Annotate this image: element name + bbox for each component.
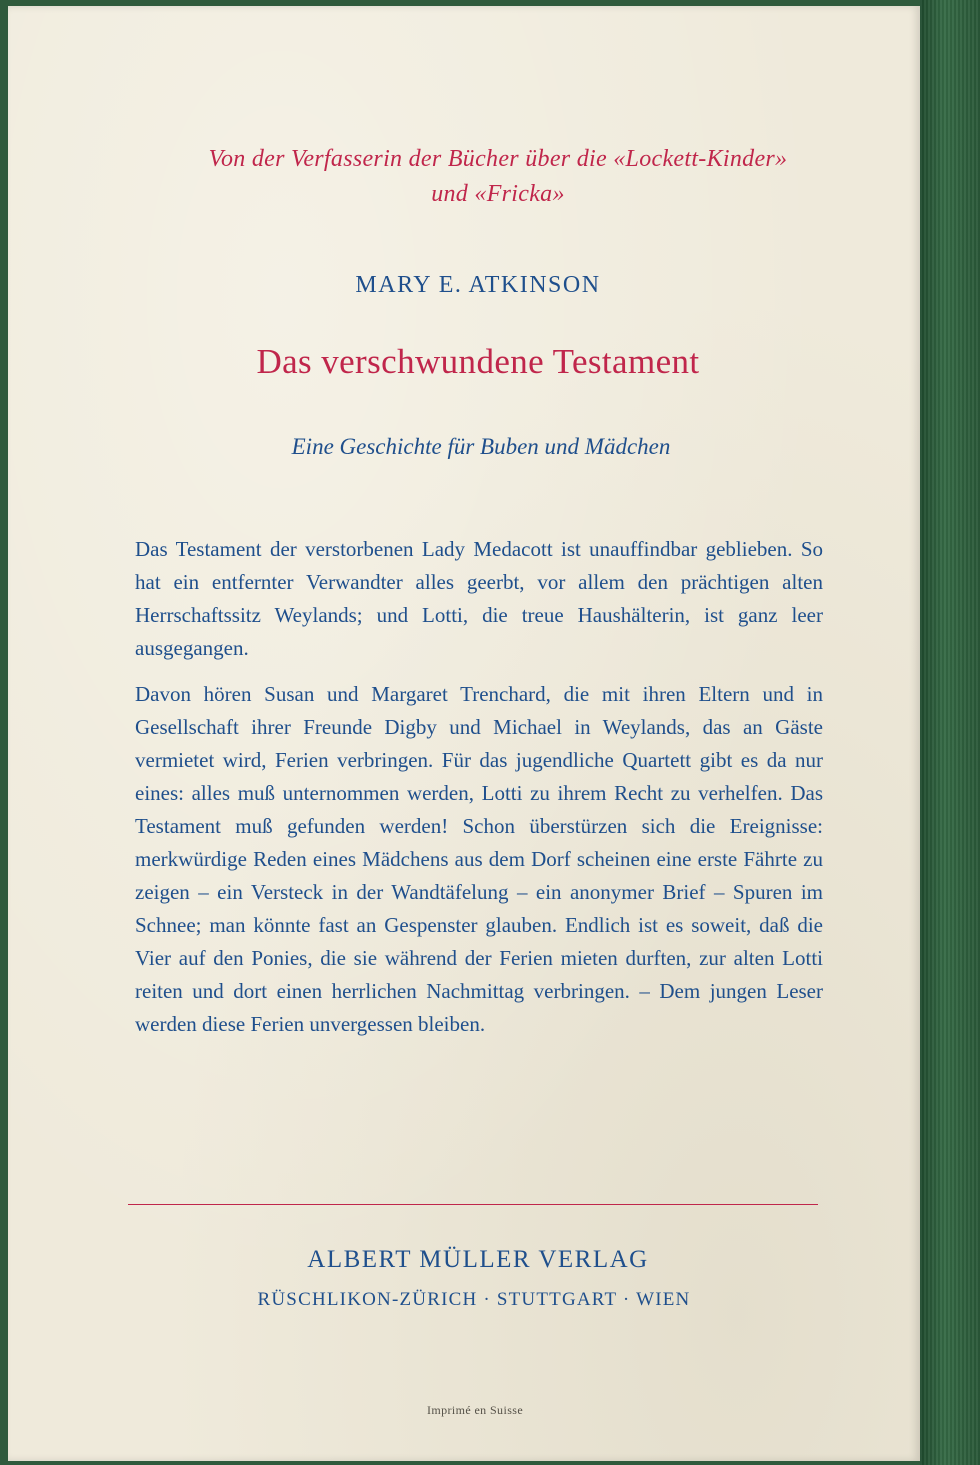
blurb-paragraph-1: Das Testament der verstorbenen Lady Medacott ist unauffindbar geblieben. So hat ein entfernter Verwandter alles geerbt, vor allem den prächtigen alten Herrschaftssitz Weylands; und Lotti, die treue Haushälterin, ist ganz leer ausgegangen. xyxy=(135,537,823,660)
blurb-paragraph-2: Davon hören Susan und Margaret Trenchard, die mit ihren Eltern und in Gesellschaft ihrer Freunde Digby und Michael in Weylands, das an Gäste vermietet wird, Ferien verbringen. Für das jugendliche Quartett gibt es da nur eines: alles muß unternommen werden, Lotti zu ihrem Recht zu verhelfen. Das Testament muß gefunden werden! Schon überstürzen sich die Ereignisse: merkwürdige Reden eines Mädchens aus dem Dorf scheinen eine erste Fährte zu zeigen – ein Versteck in der Wandtäfelung – ein anonymer Brief – Spuren im Schnee; man könnte fast an Gespenster glauben. Endlich ist es soweit, daß die Vier auf den Ponies, die sie während der Ferien mieten durften, zur alten Lotti reiten und dort einen herrlichen Nachmittag verbringen. – Dem jungen Leser werden diese Ferien unvergessen bleiben. xyxy=(135,682,823,1036)
book-back-cover xyxy=(8,6,920,1461)
divider-rule xyxy=(128,1204,818,1205)
blurb-text xyxy=(135,533,823,1054)
book-title: Das verschwundene Testament xyxy=(256,342,700,381)
publisher-cities: RÜSCHLIKON-ZÜRICH · STUTTGART · WIEN xyxy=(257,1289,691,1310)
author-name: MARY E. ATKINSON xyxy=(355,272,601,298)
book-tagline: Eine Geschichte für Buben und Mädchen xyxy=(291,434,671,459)
publisher-name: ALBERT MÜLLER VERLAG xyxy=(307,1246,649,1273)
author-credits-line-2: und «Fricka» xyxy=(431,181,565,207)
imprint-note: Imprimé en Suisse xyxy=(426,1403,524,1417)
author-credits-line-1: Von der Verfasserin der Bücher über die «Lockett-Kinder» xyxy=(208,146,788,172)
green-cloth-spine xyxy=(920,0,980,1465)
